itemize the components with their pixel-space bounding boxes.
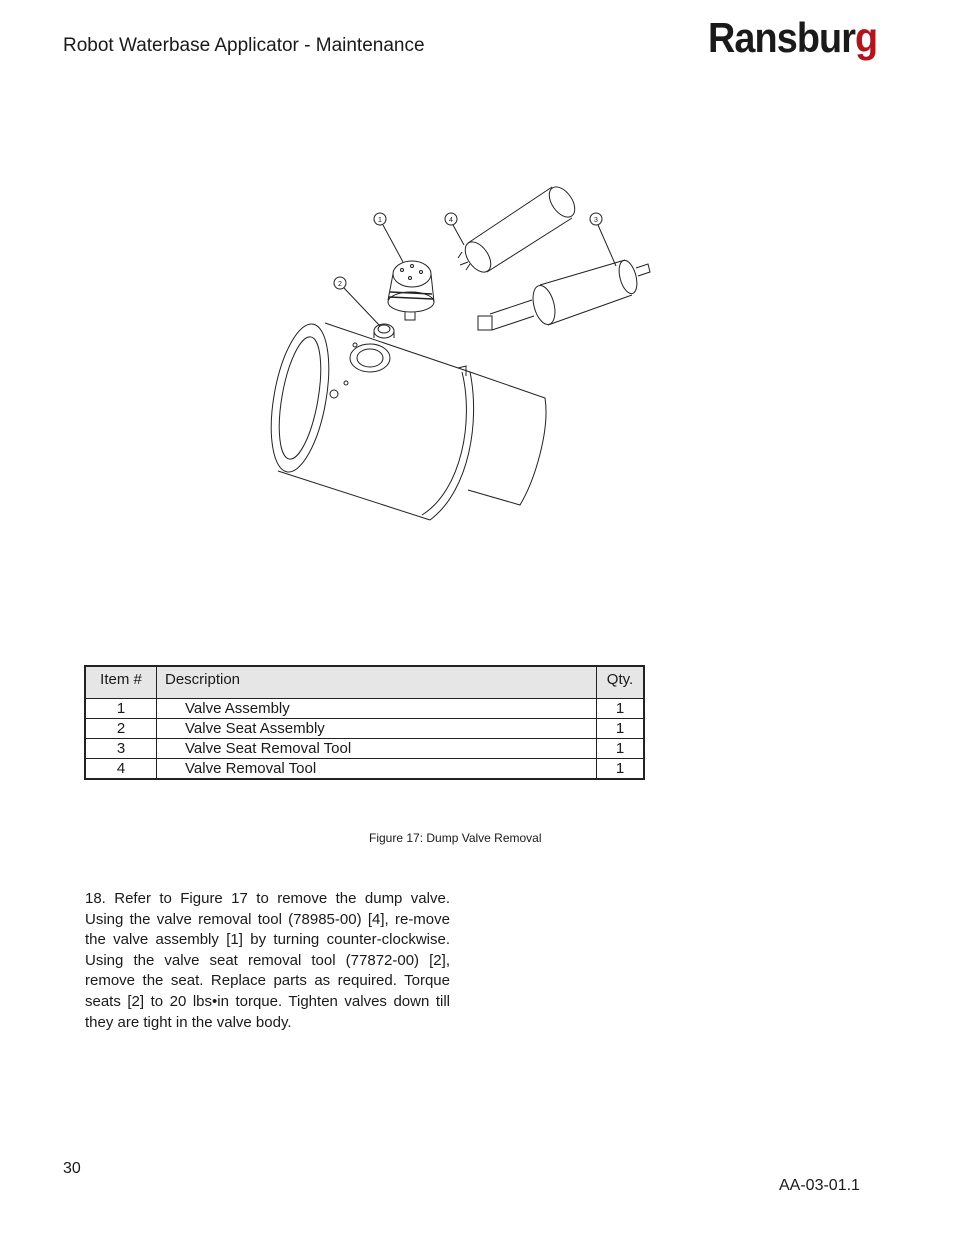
- cell-item: 3: [85, 739, 157, 759]
- table-row: [85, 699, 644, 719]
- svg-text:2: 2: [338, 281, 342, 288]
- applicator-body-drawing: [261, 320, 546, 520]
- cell-item: 1: [85, 699, 157, 719]
- valve-seat-drawing: [374, 324, 394, 338]
- callout-1: [374, 213, 403, 262]
- callout-2: [334, 277, 380, 326]
- instruction-paragraph: 18. Refer to Figure 17 to remove the dump valve. Using the valve removal tool (78985-00) [4], re-move the valve assembly [1] by turning counter-clockwise. Using the valve seat removal tool (77872-00) [2], remove the seat. Replace parts as required. Torque seats [2] to 20 lbs•in torque. Tighten valves down till they are tight in the valve body.: [85, 890, 450, 1031]
- parts-list-table: [84, 665, 645, 780]
- cell-description: Valve Seat Removal Tool: [157, 739, 597, 759]
- header-qty: Qty.: [597, 666, 645, 699]
- table-row: [85, 739, 644, 759]
- valve-assembly-drawing: [388, 261, 434, 320]
- document-number: AA-03-01.1: [779, 1177, 860, 1194]
- cell-qty: 1: [597, 719, 645, 739]
- table-row: [85, 719, 644, 739]
- cell-qty: 1: [597, 699, 645, 719]
- logo-text: Ransbur: [708, 14, 856, 61]
- header-item-number: Item #: [85, 666, 157, 699]
- valve-seat-removal-tool-drawing: [478, 259, 650, 330]
- cell-item: 2: [85, 719, 157, 739]
- table-row: [85, 759, 644, 780]
- figure-caption: Figure 17: Dump Valve Removal: [369, 831, 542, 845]
- svg-text:4: 4: [449, 217, 453, 224]
- callout-3: [590, 213, 616, 266]
- ransburg-logo: [708, 14, 877, 62]
- cell-qty: 1: [597, 759, 645, 780]
- cell-description: Valve Removal Tool: [157, 759, 597, 780]
- page-header-title: Robot Waterbase Applicator - Maintenance: [63, 35, 425, 56]
- svg-text:3: 3: [594, 217, 598, 224]
- svg-text:1: 1: [378, 217, 382, 224]
- cell-description: Valve Seat Assembly: [157, 719, 597, 739]
- dump-valve-removal-diagram: [260, 180, 680, 530]
- cell-item: 4: [85, 759, 157, 780]
- header-description: Description: [157, 666, 597, 699]
- cell-description: Valve Assembly: [157, 699, 597, 719]
- callout-4: [445, 213, 464, 245]
- page-number: 30: [63, 1160, 81, 1177]
- valve-removal-tool-drawing: [458, 182, 580, 276]
- cell-qty: 1: [597, 739, 645, 759]
- table-header-row: [85, 666, 644, 699]
- logo-accent-letter: g: [855, 14, 878, 61]
